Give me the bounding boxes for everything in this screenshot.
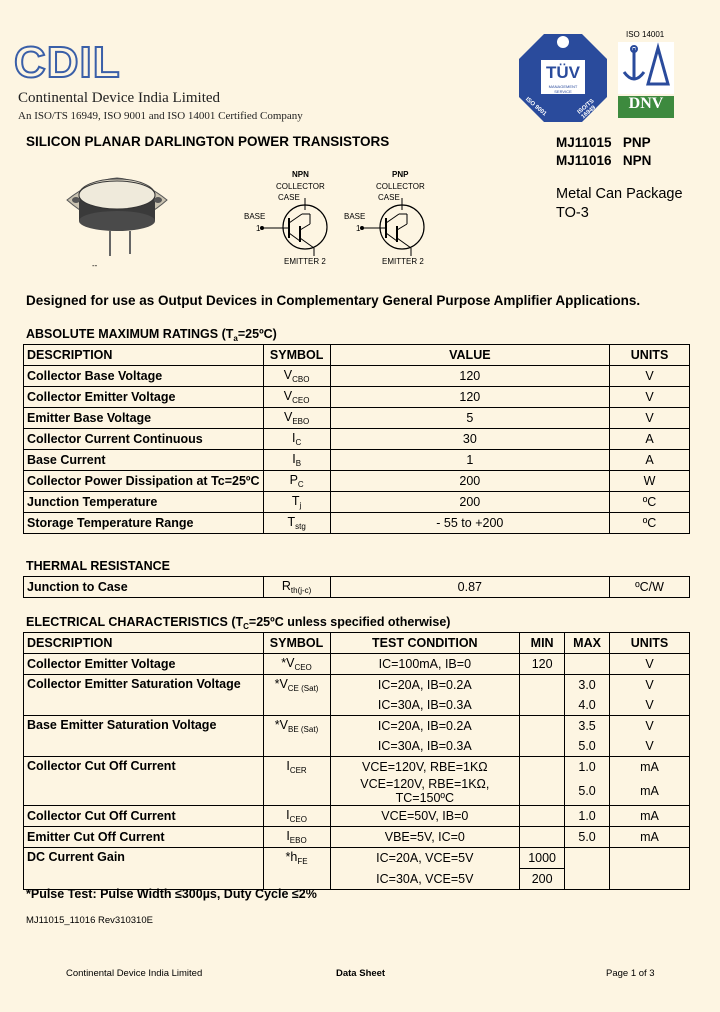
- elec-table: [23, 632, 690, 890]
- table-row: Base Emitter Saturation Voltage $*V_{BE (Sat)}$ IC=20A, IB=0.2A 3.5 V: [24, 716, 690, 737]
- tuv-badge: TÜV MANAGEMENT SERVICE ISO 9001 ISO/TS 16949: [517, 32, 609, 124]
- table-row: Collector Emitter Saturation Voltage $*V_{CE (Sat)}$ IC=20A, IB=0.2A 3.0 V: [24, 675, 690, 696]
- company-name: Continental Device India Limited: [18, 90, 221, 106]
- table-row: Collector Cut Off Current $I_{CER}$ VCE=120V, RBE=1KΩ 1.0 mA: [24, 757, 690, 778]
- table-row: IC=30A, IB=0.3A 4.0 V: [24, 695, 690, 716]
- table-header-row: DESCRIPTION SYMBOL VALUE UNITS: [24, 345, 690, 366]
- thermal-table: [23, 576, 690, 598]
- pulse-test-note: *Pulse Test: Pulse Width ≤300µs, Duty Cycle ≤2%: [26, 887, 317, 901]
- table-row: VCE=120V, RBE=1KΩ, TC=150ºC 5.0 mA: [24, 777, 690, 806]
- table-row: Collector Emitter Voltage $V_{CEO}$ 120 V: [24, 387, 690, 408]
- table-row: DC Current Gain $*h_{FE}$ IC=20A, VCE=5V 1000: [24, 848, 690, 869]
- cdil-logo: CDIL: [14, 38, 121, 87]
- table-row: Storage Temperature Range $T_{stg}$ - 55 to +200 ºC: [24, 513, 690, 534]
- table-row: IC=30A, IB=0.3A 5.0 V: [24, 736, 690, 757]
- certification-line: An ISO/TS 16949, ISO 9001 and ISO 14001 Certified Company: [18, 110, 303, 122]
- package-dash: --: [92, 261, 98, 270]
- footer-page: Page 1 of 3: [606, 968, 655, 979]
- doc-code: MJ11015_11016 Rev310310E: [26, 915, 153, 926]
- table-row: Emitter Base Voltage $V_{EBO}$ 5 V: [24, 408, 690, 429]
- to3-package-image: [62, 160, 172, 260]
- part-numbers: MJ11015 PNP MJ11016 NPN: [556, 135, 652, 168]
- footer-company: Continental Device India Limited: [66, 968, 203, 979]
- table-row: Collector Power Dissipation at Tc=25ºC $P_C$ 200 W: [24, 471, 690, 492]
- package-info: Metal Can Package TO-3: [556, 186, 683, 221]
- npn-schematic: NPN COLLECTOR CASE BASE 1 EMITTER 2: [244, 170, 326, 266]
- table-header-row: DESCRIPTION SYMBOL TEST CONDITION MIN MAX UNITS: [24, 633, 690, 654]
- table-row: Junction to Case $R_{th(j-c)}$ 0.87 ºC/W: [24, 577, 690, 598]
- device-description: Designed for use as Output Devices in Complementary General Purpose Amplifier Applications.: [26, 293, 641, 308]
- footer-title: Data Sheet: [336, 968, 386, 979]
- table-row: Collector Current Continuous $I_C$ 30 A: [24, 429, 690, 450]
- table-row: Collector Cut Off Current $I_{CEO}$ VCE=50V, IB=0 1.0 mA: [24, 806, 690, 827]
- table-row: Emitter Cut Off Current $I_{EBO}$ VBE=5V, IC=0 5.0 mA: [24, 827, 690, 848]
- table-row: Base Current $I_B$ 1 A: [24, 450, 690, 471]
- abs-max-heading: ABSOLUTE MAXIMUM RATINGS $(T_a=25ºC)$: [26, 327, 277, 343]
- page-title: SILICON PLANAR DARLINGTON POWER TRANSISTORS: [26, 134, 390, 149]
- pnp-schematic: PNP COLLECTOR CASE BASE 1 EMITTER 2: [344, 170, 425, 266]
- dnv-badge: ISO 14001 DNV: [618, 30, 674, 122]
- thermal-heading: THERMAL RESISTANCE: [26, 559, 170, 573]
- elec-heading: ELECTRICAL CHARACTERISTICS ($T_C=25ºC$ unless specified otherwise): [26, 615, 451, 631]
- abs-max-table: [23, 344, 690, 534]
- table-row: Collector Emitter Voltage $*V_{CEO}$ IC=100mA, IB=0 120 V: [24, 654, 690, 675]
- table-row: IC=30A, VCE=5V 200: [24, 869, 690, 890]
- table-row: Collector Base Voltage $V_{CBO}$ 120 V: [24, 366, 690, 387]
- table-row: Junction Temperature $T_j$ 200 ºC: [24, 492, 690, 513]
